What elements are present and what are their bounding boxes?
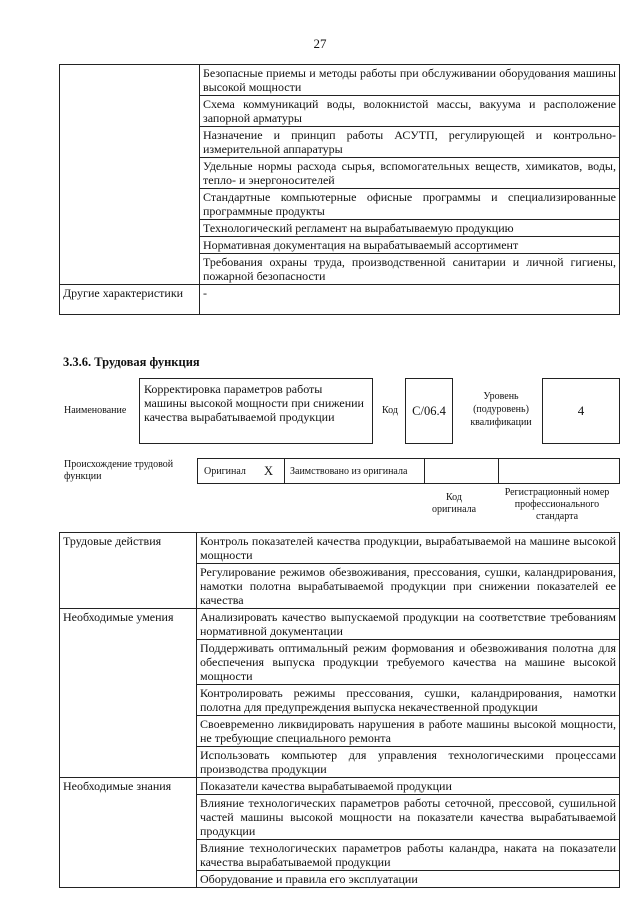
group-label-cell — [60, 65, 200, 285]
table-cell: Технологический регламент на вырабатываемую продукцию — [200, 220, 620, 237]
group-label: Необходимые умения — [60, 609, 197, 778]
original-mark: X — [264, 463, 274, 478]
table-cell: Безопасные приемы и методы работы при обслуживании оборудования машины высокой мощности — [200, 65, 620, 96]
table-cell: Удельные нормы расхода сырья, вспомогательных веществ, химикатов, воды, тепло- и энергоносителей — [200, 158, 620, 189]
table-cell: Оборудование и правила его эксплуатации — [197, 871, 620, 888]
table-cell: Нормативная документация на вырабатываемый ассортимент — [200, 237, 620, 254]
code-label: Код — [382, 405, 398, 416]
table-cell: Требования охраны труда, производственной санитарии и личной гигиены, пожарной безопасности — [200, 254, 620, 285]
table-cell: Анализировать качество выпускаемой продукции на соответствие требованиям нормативной документации — [197, 609, 620, 640]
level-value: 4 — [542, 378, 620, 444]
labor-function-table — [59, 532, 620, 888]
code-value: C/06.4 — [405, 378, 453, 444]
other-characteristics-label: Другие характеристики — [60, 285, 200, 315]
level-label: Уровень (подуровень) квалификации — [470, 391, 532, 428]
table-cell: Стандартные компьютерные офисные программы и специализированные программные продукты — [200, 189, 620, 220]
group-label: Необходимые знания — [60, 778, 197, 888]
table-cell: Назначение и принцип работы АСУТП, регулирующей и контрольно-измерительной аппаратуры — [200, 127, 620, 158]
origin-label: Происхождение трудовой функции — [64, 459, 174, 482]
knowledge-continuation-table — [59, 64, 620, 315]
table-cell: Схема коммуникаций воды, волокнистой массы, вакуума и расположение запорной арматуры — [200, 96, 620, 127]
table-cell: Регулирование режимов обезвоживания, прессования, сушки, каландрирования, намотки полотна вырабатываемой продукции при снижении показателей ее качества — [197, 564, 620, 609]
table-cell: Показатели качества вырабатываемой продукции — [197, 778, 620, 795]
reg-number-caption: Регистрационный номер профессионального стандарта — [504, 487, 610, 522]
divider — [284, 459, 285, 483]
section-title: 3.3.6. Трудовая функция — [63, 355, 200, 369]
table-cell: Влияние технологических параметров работы каландра, наката на показатели качества вырабатываемой продукции — [197, 840, 620, 871]
page-number: 27 — [313, 36, 327, 51]
code-original-caption: Код оригинала — [431, 492, 477, 515]
table-cell: Контроль показателей качества продукции, вырабатываемой на машине высокой мощности — [197, 533, 620, 564]
original-label: Оригинал — [204, 465, 246, 477]
borrowed-label: Заимствовано из оригинала — [290, 465, 408, 477]
group-label: Трудовые действия — [60, 533, 197, 609]
table-cell: Использовать компьютер для управления технологическими процессами производства продукции — [197, 747, 620, 778]
table-cell: Влияние технологических параметров работы сеточной, прессовой, сушильной частей машины высокой мощности на показатели качества вырабатываемой продукции — [197, 795, 620, 840]
name-label: Наименование — [64, 405, 127, 416]
table-cell: Контролировать режимы прессования, сушки, каландрирования, намотки полотна для предупреждения выпуска некачественной продукции — [197, 685, 620, 716]
table-cell: Поддерживать оптимальный режим формования и обезвоживания полотна для обеспечения выпуска продукции требуемого качества на машине высокой мощности — [197, 640, 620, 685]
origin-box — [197, 458, 620, 484]
divider — [424, 459, 425, 483]
table-cell: Своевременно ликвидировать нарушения в работе машины высокой мощности, не требующие специального ремонта — [197, 716, 620, 747]
name-value: Корректировка параметров работы машины высокой мощности при снижении качества вырабатываемой продукции — [139, 378, 373, 444]
divider — [498, 459, 499, 483]
other-characteristics-value: - — [200, 285, 620, 315]
